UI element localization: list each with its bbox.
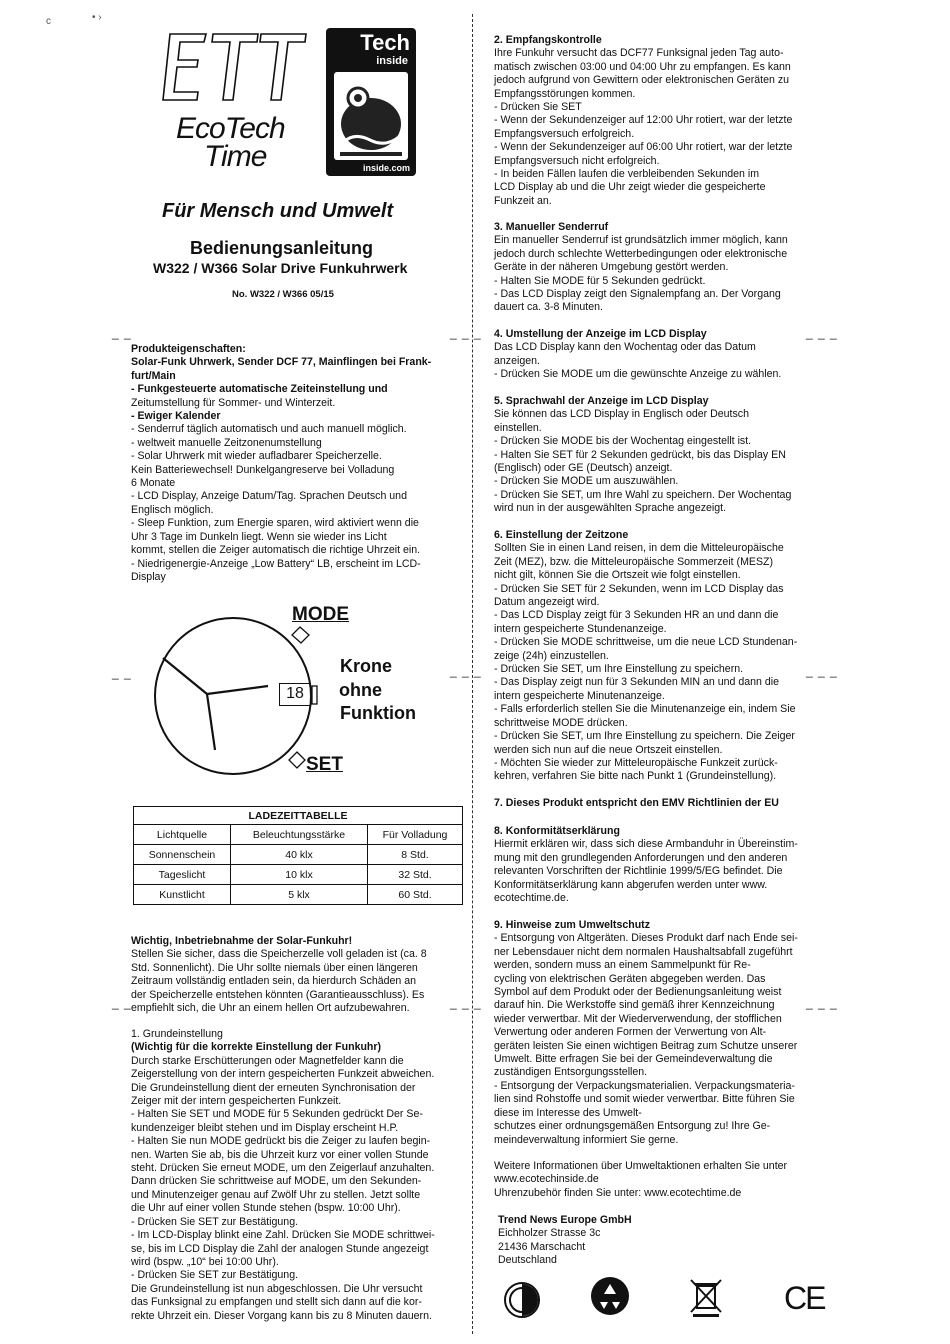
features-line: - Sleep Funktion, zum Energie sparen, wird aktiviert wenn die (131, 517, 419, 530)
section-line: - Drücken Sie MODE bis der Wochentag eingestellt ist. (494, 435, 752, 448)
features-heading: Produkteigenschaften: (131, 343, 246, 355)
company-country: Deutschland (498, 1254, 557, 1267)
mode-button-label: MODE (292, 604, 349, 625)
section-2 (494, 34, 824, 208)
section-5 (494, 395, 824, 516)
section-line: werden, sondern muss an einem Sammelpunkt für Re- (494, 959, 751, 972)
features-line: - Ewiger Kalender (131, 410, 221, 423)
section-line: - Drücken Sie SET, um Ihre Einstellung zu speichern. Die Zeiger (494, 730, 795, 743)
ett-logo-icon (158, 26, 308, 106)
section-line: rekte Uhrzeit ein. Dieser Vorgang kann bis zu 8 Minuten dauern. (131, 1309, 432, 1322)
badge-url: inside.com (362, 163, 410, 173)
section-heading: 4. Umstellung der Anzeige im LCD Display (494, 328, 707, 340)
tagline: Für Mensch und Umwelt (162, 200, 394, 222)
important-heading: Wichtig, Inbetriebnahme der Solar-Funkuhr! (131, 935, 353, 947)
section-line: Durch starke Erschütterungen oder Magnetfelder kann die (131, 1054, 404, 1067)
logo-line1: EcoTech (176, 112, 285, 145)
scan-mark: • › (92, 12, 102, 23)
table-cell: 40 klx (231, 845, 368, 865)
table-cell: 60 Std. (368, 885, 463, 905)
section-4 (494, 328, 824, 382)
section-line: Ein manueller Senderruf ist grundsätzlich immer möglich, kann (494, 234, 788, 247)
document-number: No. W322 / W366 05/15 (232, 289, 334, 300)
fold-mark: _ _ _ (806, 996, 838, 1010)
section-line: - Das LCD Display zeigt für 3 Sekunden HR an und dann die (494, 609, 779, 622)
features-line: Englisch möglich. (131, 503, 214, 516)
features-line: Uhr 3 Tage im Dunkeln liegt. Wenn sie wieder ins Licht (131, 530, 387, 543)
section-line: - Drücken Sie MODE um auszuwählen. (494, 475, 679, 488)
company-name: Trend News Europe GmbH (498, 1214, 632, 1226)
section-line: relevanten Vorschriften der Richtlinie 1999/5/EG befindet. Die (494, 865, 783, 878)
section-line: einstellen. (494, 421, 542, 434)
section-line: Sie können das LCD Display in Englisch oder Deutsch (494, 408, 749, 421)
section-line: - Wenn der Sekundenzeiger auf 12:00 Uhr rotiert, war der letzte (494, 114, 793, 127)
charge-table-header: Lichtquelle (134, 825, 231, 845)
charge-table (133, 806, 463, 905)
section-line: nicht gilt, können Sie die Ortszeit wie folgt einstellen. (494, 569, 741, 582)
fold-mark: _ _ (112, 666, 132, 680)
section-subheading: (Wichtig für die korrekte Einstellung der Funkuhr) (131, 1041, 382, 1054)
table-cell: Sonnenschein (134, 845, 231, 865)
document-title: Bedienungsanleitung (190, 238, 374, 258)
table-row (134, 865, 463, 885)
table-cell: Kunstlicht (134, 885, 231, 905)
features-line: - LCD Display, Anzeige Datum/Tag. Sprachen Deutsch und (131, 490, 407, 503)
section-line: geräten leisten Sie einen wichtigen Beitrag zum Schutze unserer (494, 1039, 798, 1052)
section-line: anzeigen. (494, 354, 540, 367)
badge-sub: inside (376, 55, 408, 67)
section-line: schrittweise MODE drücken. (494, 716, 628, 729)
section-line: Geräte in der näheren Umgebung gestört werden. (494, 261, 729, 274)
brand-logo (158, 26, 308, 186)
features-line: - Niedrigenergie-Anzeige „Low Battery“ LB, erscheint im LCD- (131, 557, 421, 570)
important-line: empfiehlt sich, die Uhr an einem hellen Ort aufzubewahren. (131, 1002, 410, 1015)
section-line: LCD Display ab und die Uhr zeigt wieder die gespeicherte (494, 181, 766, 194)
section-line: se, bis im LCD Display die Zahl der analogen Stunde angezeigt (131, 1242, 429, 1255)
section-line: intern gespeicherte Stundenanzeige. (494, 622, 667, 635)
section-line: und Minutenzeiger genau auf Zwölf Uhr zu stellen. Jetzt sollte (131, 1188, 421, 1201)
section-7 (494, 797, 824, 810)
section-line: dauert ca. 3-8 Minuten. (494, 301, 603, 314)
section-line: das Funksignal zu empfangen und stellt sich dann auf die kor- (131, 1296, 422, 1309)
features-block (131, 343, 451, 584)
fold-mark: _ _ _ (450, 326, 482, 340)
section-line: Ihre Funkuhr versucht das DCF77 Funksignal jeden Tag auto- (494, 47, 784, 60)
section-line: matisch zwischen 03:00 und 04:00 Uhr zu empfangen. Es kann (494, 60, 791, 73)
section-line: wird (bspw. „10“ bei 10:00 Uhr). (131, 1255, 279, 1268)
document-subtitle: W322 / W366 Solar Drive Funkuhrwerk (153, 260, 408, 276)
section-1 (131, 1028, 461, 1323)
scan-mark: c (46, 16, 51, 27)
section-line: zeige (24h) einzustellen. (494, 649, 609, 662)
section-line: - Drücken Sie SET zur Bestätigung. (131, 1269, 299, 1282)
section-line: - Drücken Sie SET zur Bestätigung. (131, 1215, 299, 1228)
section-line: Das LCD Display kann den Wochentag oder das Datum (494, 341, 756, 354)
info-line: Uhrenzubehör finden Sie unter: www.ecotechtime.de (494, 1186, 742, 1199)
important-line: Stellen Sie sicher, dass die Speicherzelle voll geladen ist (ca. 8 (131, 948, 427, 961)
crown-label-3: Funktion (340, 703, 416, 723)
section-heading: 2. Empfangskontrolle (494, 34, 602, 46)
features-line: - Senderruf täglich automatisch und auch manuell möglich. (131, 423, 407, 436)
features-line: Display (131, 570, 166, 583)
section-line: Die Grundeinstellung dient der erneuten Synchronisation der (131, 1081, 416, 1094)
company-city: 21436 Marschacht (498, 1240, 586, 1253)
section-line: Verwertung oder anderen Formen der Verwertung von Alt- (494, 1026, 767, 1039)
section-line: meindeverwaltung informiert Sie gerne. (494, 1133, 679, 1146)
important-line: Zeitraum vollständig entladen sein, da hierdurch Schäden an (131, 975, 417, 988)
section-line: (Englisch) oder GE (Deutsch) anzeigt. (494, 462, 673, 475)
features-line: furt/Main (131, 369, 176, 382)
section-line: Die Grundeinstellung ist nun abgeschlossen. Die Uhr versucht (131, 1282, 423, 1295)
section-line: ecotechtime.de. (494, 892, 569, 905)
important-line: der Speicherzelle entstehen könnten (Garantieausschluss). Es (131, 988, 425, 1001)
section-line: werden sich nun auf die neue Ortszeit einstellen. (494, 743, 723, 756)
features-line: Zeitumstellung für Sommer- und Winterzeit. (131, 396, 336, 409)
section-heading: 6. Einstellung der Zeitzone (494, 529, 629, 541)
table-cell: Tageslicht (134, 865, 231, 885)
section-line: - In beiden Fällen laufen die verbleibenden Sekunden im (494, 168, 760, 181)
section-line: nen. Warten Sie ab, bis die Uhrzeit kurz vor einer vollen Stunde (131, 1148, 429, 1161)
important-line: Std. Sonnenlicht). Die Uhr sollte niemals über einen längeren (131, 961, 418, 974)
badge-top: Tech (360, 30, 410, 55)
section-line: kehren, verfahren Sie bitte nach Punkt 1 (Grundeinstellung). (494, 770, 777, 783)
section-line: Umwelt. Bitte erfragen Sie bei der Gemeindeverwaltung die (494, 1053, 773, 1066)
section-line: - Das LCD Display zeigt den Signalempfang an. Der Vorgang (494, 288, 781, 301)
section-line: - Halten Sie MODE für 5 Sekunden gedrückt. (494, 274, 706, 287)
section-heading: 7. Dieses Produkt entspricht den EMV Richtlinien der EU (494, 797, 779, 809)
section-line: Empfangsversuch erfolgreich. (494, 127, 635, 140)
section-line: - Halten Sie SET für 2 Sekunden gedrückt, bis das Display EN (494, 448, 786, 461)
section-line: - Falls erforderlich stellen Sie die Minutenanzeige ein, indem Sie (494, 703, 796, 716)
section-line: Zeit (MEZ), bzw. die Mitteleuropäische Sommerzeit (MESZ) (494, 555, 774, 568)
section-heading: 3. Manueller Senderruf (494, 221, 609, 233)
section-line: - Drücken Sie SET, um Ihre Einstellung zu speichern. (494, 663, 744, 676)
section-line: - Möchten Sie wieder zur Mitteleuropäische Funkzeit zurück- (494, 756, 778, 769)
section-line: Funkzeit an. (494, 194, 552, 207)
section-line: - Entsorgung der Verpackungsmaterialien. Verpackungsmateria- (494, 1079, 795, 1092)
section-line: Zeigerstellung von der intern gespeicherten Funkzeit abweichen. (131, 1068, 435, 1081)
section-heading: 1. Grundeinstellung (131, 1028, 223, 1040)
features-line: - weltweit manuelle Zeitzonenumstellung (131, 436, 322, 449)
section-line: - Drücken Sie MODE schrittweise, um die neue LCD Stundenan- (494, 636, 798, 649)
fold-mark: _ _ _ (450, 664, 482, 678)
section-line: Datum angezeigt wird. (494, 596, 600, 609)
section-line: zuständigen Entsorgungsstellen. (494, 1066, 648, 1079)
section-line: - Halten Sie SET und MODE für 5 Sekunden gedrückt Der Se- (131, 1108, 423, 1121)
fold-mark: _ _ (112, 326, 132, 340)
features-line: Solar-Funk Uhrwerk, Sender DCF 77, Mainflingen bei Frank- (131, 356, 432, 369)
info-link[interactable]: www.ecotechinside.de (494, 1173, 599, 1186)
section-line: cycling von elektrischen Geräten abgegeben werden. Das (494, 972, 766, 985)
frog-icon (334, 72, 408, 160)
section-line: Empfangsstörungen kommen. (494, 87, 636, 100)
section-line: - Im LCD-Display blinkt eine Zahl. Drücken Sie MODE schrittwei- (131, 1229, 435, 1242)
section-heading: 8. Konformitätserklärung (494, 825, 620, 837)
table-row (134, 845, 463, 865)
fold-mark: _ _ _ (806, 326, 838, 340)
section-line: Sollten Sie in einen Land reisen, in dem die Mitteleuropäische (494, 542, 784, 555)
section-heading: 5. Sprachwahl der Anzeige im LCD Display (494, 395, 709, 407)
section-9 (494, 919, 824, 1147)
info-line: Weitere Informationen über Umweltaktionen erhalten Sie unter (494, 1160, 788, 1172)
section-8 (494, 825, 824, 905)
section-line: diese im Interesse des Umwelt- (494, 1106, 642, 1119)
table-cell: 10 klx (231, 865, 368, 885)
section-line: wird nun in der ausgewählten Sprache angezeigt. (494, 502, 727, 515)
charge-table-title: LADEZEITTABELLE (134, 807, 463, 825)
section-line: Hiermit erklären wir, dass sich diese Armbanduhr in Übereinstim- (494, 838, 798, 851)
section-line: - Halten Sie nun MODE gedrückt bis die Zeiger zu laufen begin- (131, 1135, 431, 1148)
charge-table-header: Beleuchtungsstärke (231, 825, 368, 845)
section-line: die Uhr auf einer vollen Stunde stehen (bspw. 10:00 Uhr). (131, 1202, 401, 1215)
features-line: 6 Monate (131, 477, 176, 490)
logo-line2: Time (204, 140, 267, 173)
tech-inside-badge (326, 28, 416, 176)
section-line: Zeiger mit der intern gespeicherten Funkzeit. (131, 1095, 342, 1108)
table-cell: 5 klx (231, 885, 368, 905)
section-line: kundenzeiger bleibt stehen und im Display erscheint H.P. (131, 1121, 399, 1134)
watch-diagram (140, 600, 440, 790)
section-line: darauf hin. Die Werkstoffe sind gemäß ihrer Kennzeichnung (494, 999, 775, 1012)
section-line: lien sind Rohstoffe und somit wieder verwertbar. Bitte führen Sie (494, 1093, 795, 1106)
section-line: Konformitätserklärung kann abgerufen werden unter www. (494, 878, 768, 891)
crown-label-1: Krone (340, 656, 393, 676)
section-line: steht. Drücken Sie erneut MODE, um den Zeigerlauf anzuhalten. (131, 1162, 435, 1175)
section-3 (494, 221, 824, 315)
charge-table-header: Für Volladung (368, 825, 463, 845)
section-line: - Drücken Sie MODE um die gewünschte Anzeige zu wählen. (494, 368, 782, 381)
features-line: Kein Batteriewechsel! Dunkelgangreserve bei Volladung (131, 463, 395, 476)
ce-mark-icon: CE (784, 1280, 825, 1316)
section-line: - Drücken Sie SET, um Ihre Wahl zu speichern. Der Wochentag (494, 488, 792, 501)
section-line: intern gespeicherte Minutenanzeige. (494, 689, 665, 702)
table-row (134, 885, 463, 905)
section-line: Symbol auf dem Produkt oder der Bedienungsanleitung weist (494, 986, 782, 999)
crown-label-2: ohne (339, 680, 382, 700)
section-line: Empfangsversuch nicht erfolgreich. (494, 154, 660, 167)
table-cell: 32 Std. (368, 865, 463, 885)
fold-mark: _ _ _ (806, 664, 838, 678)
set-button-label: SET (306, 754, 343, 775)
section-line: wieder verwertbar. Mit der Wiederverwendung, der stofflichen (494, 1012, 782, 1025)
crossed-bin-icon (688, 1276, 724, 1323)
section-line: ner Lebensdauer nicht dem normalen Haushaltsabfall zugeführt (494, 945, 793, 958)
section-line: jedoch aufgrund von Gewittern oder elektronischen Geräten zu (494, 74, 790, 87)
section-line: Dann drücken Sie schrittweise auf MODE, um den Sekunden- (131, 1175, 422, 1188)
section-line: mung mit den grundlegenden Anforderungen und den anderen (494, 851, 788, 864)
fold-mark: _ _ _ (450, 996, 482, 1010)
section-line: - Drücken Sie SET für 2 Sekunden, wenn im LCD Display das (494, 582, 784, 595)
section-line: - Drücken Sie SET (494, 101, 582, 114)
table-cell: 8 Std. (368, 845, 463, 865)
features-line: - Solar Uhrwerk mit wieder aufladbarer Speicherzelle. (131, 450, 382, 463)
company-address (498, 1214, 828, 1268)
section-line: schutzes einer ordnungsgemäßen Entsorgung zu! Ihre Ge- (494, 1120, 771, 1133)
section-heading: 9. Hinweise zum Umweltschutz (494, 919, 650, 931)
recycling-icon (588, 1274, 632, 1323)
section-line: - Das Display zeigt nun für 3 Sekunden MIN an und dann die (494, 676, 780, 689)
features-line: - Funkgesteuerte automatische Zeiteinstellung und (131, 383, 388, 396)
lcd-display: 18 (279, 683, 311, 706)
section-line: - Wenn der Sekundenzeiger auf 06:00 Uhr rotiert, war der letzte (494, 141, 793, 154)
section-line: - Entsorgung von Altgeräten. Dieses Produkt darf nach Ende sei- (494, 932, 798, 945)
more-info (494, 1160, 824, 1200)
green-dot-icon (500, 1278, 544, 1327)
section-line: jedoch durch schlechte Wetterbedingungen oder elektronische (494, 247, 788, 260)
fold-mark: _ _ (112, 996, 132, 1010)
company-street: Eichholzer Strasse 3c (498, 1227, 601, 1240)
section-6 (494, 529, 824, 784)
important-block (131, 935, 451, 1015)
features-line: kommt, stellen die Zeiger automatisch die richtige Uhrzeit ein. (131, 544, 421, 557)
